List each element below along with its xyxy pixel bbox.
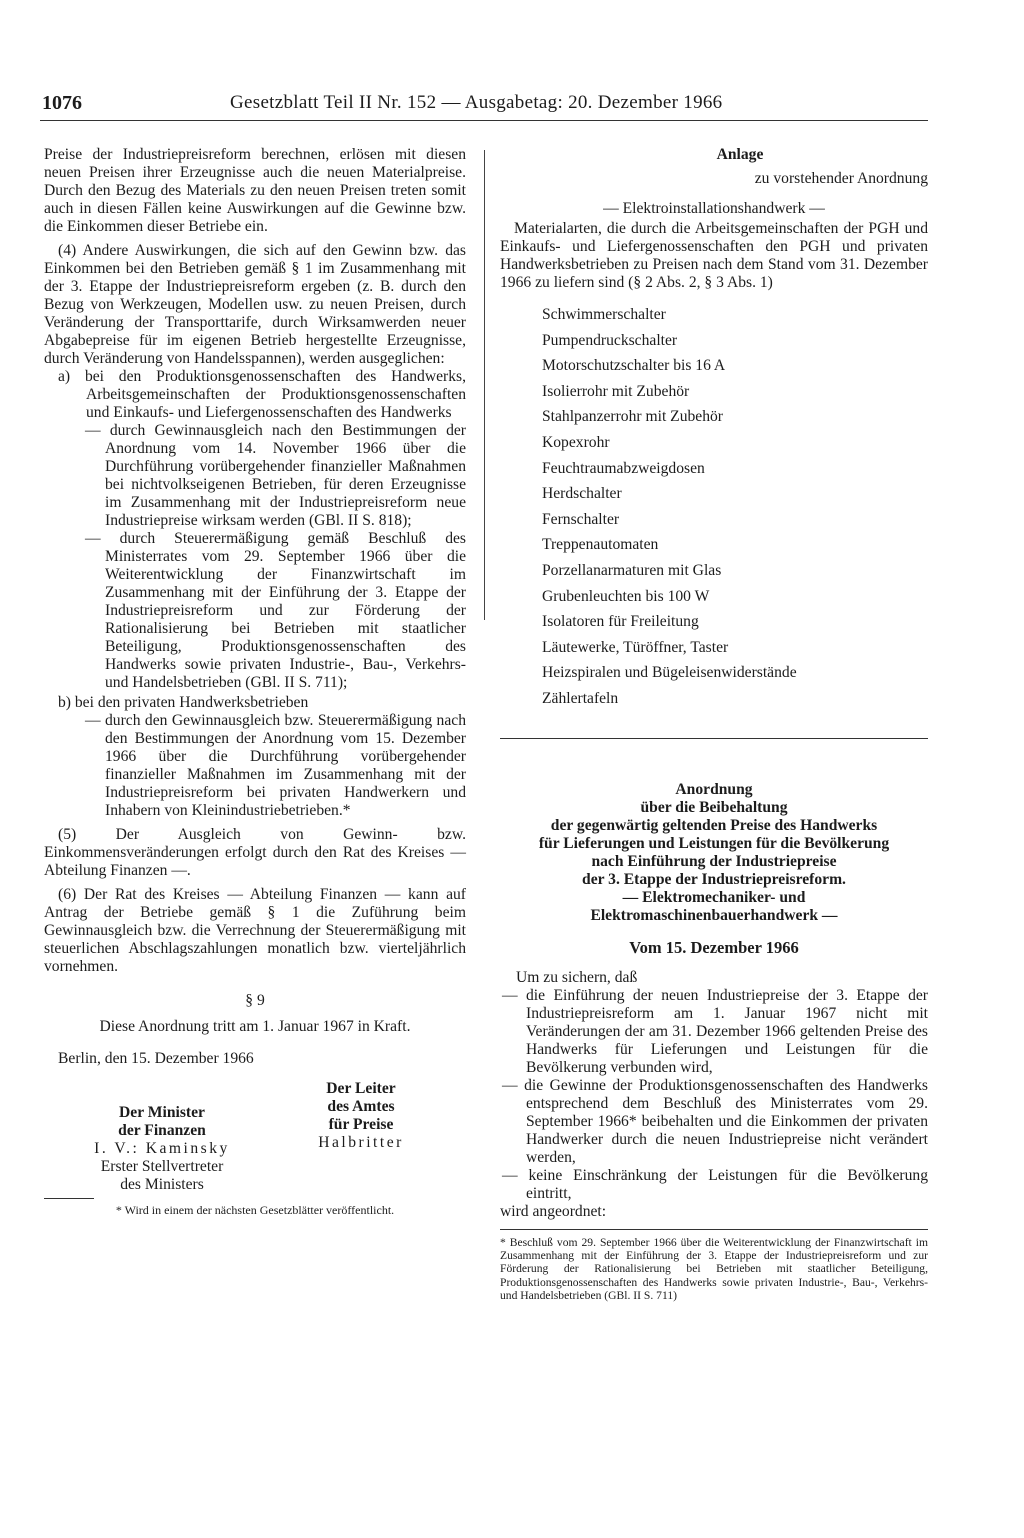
material-item: Isolatoren für Freileitung [542, 613, 699, 631]
sig-left-name: I. V.: Kaminsky [94, 1140, 230, 1157]
material-item: Motorschutzschalter bis 16 A [542, 357, 726, 375]
paragraph-6: (6) Der Rat des Kreises — Abteilung Finanzen — kann auf Antrag der Betriebe gemäß § 1 die Zuführung beim Gewinnausgleich bzw. die Verrechnung der Steuerermäßigung mit steuerlichen Abschlagszahlungen monatlich bzw. vierteljährlich vornehmen. [44, 886, 466, 975]
right-footnote: * Beschluß vom 29. September 1966 über die Weiterentwicklung der Finanzwirtschaft im Zusammenhang mit der Einführung der 3. Etappe der Industriepreisreform und zur Förderung der Rationalisierung bei Betrieben mit staatlicher Beteiligung, Produktionsgenossenschaften des Handwerks sowie privaten Industrie-, Bau-, Verkehrs- und Handelsbetrieben (GBl. II S. 711) [500, 1229, 928, 1303]
item-a-dash-2: — durch Steuerermäßigung gemäß Beschluß des Ministerrates vom 29. September 1966 über die Weiterentwicklung der Finanzwirtschaft im Zusammenhang mit der Einführung der 3. Etappe der Industriepreisreform und zur Förderung der Rationalisierung bei Betrieben mit staatlicher Beteiligung, Produktionsgenossenschaften des Handwerks sowie privaten Industrie-, Bau-, Verkehrs- und Handelsbetrieben (GBl. II S. 711); [85, 530, 466, 691]
sig-left-role-2: des Ministers [120, 1176, 204, 1193]
anordnung-title-line: nach Einführung der Industriepreise [591, 852, 837, 870]
section-9-text: Diese Anordnung tritt am 1. Januar 1967 in Kraft. [99, 1018, 411, 1035]
anordnung-title-line: für Lieferungen und Leistungen für die Bevölkerung [538, 834, 890, 852]
material-item: Grubenleuchten bis 100 W [542, 587, 710, 605]
anlage-subtitle: zu vorstehender Anordnung [754, 170, 928, 187]
anordnung-title-line: Anordnung [675, 780, 753, 798]
left-column [44, 146, 466, 1217]
signature-block [44, 1080, 466, 1193]
materials-list [542, 302, 928, 712]
paragraph-4: (4) Andere Auswirkungen, die sich auf den Gewinn bzw. das Einkommen bei den Betrieben gemäß § 1 im Zusammenhang mit der 3. Etappe der Industriepreisreform ergeben (z. B. durch den Bezug von Werkzeugen, Modellen usw. zu neuen Preisen, durch Veränderung der Transporttarife, durch Wirksamwerden neuer Abgabepreise für im eigenen Betrieb hergestellte Erzeugnisse, durch Veränderung von Handelsspannen), werden ausgeglichen: [44, 242, 466, 367]
signature-minister [62, 1104, 262, 1194]
condition-1: — die Einführung der neuen Industriepreise der 3. Etappe der Industriepreisreform am 1. Januar 1967 nicht mit Veränderungen der am 31. Dezember 1966 geltenden Preise des Handwerks für Lieferungen und Leistungen für die Bevölkerung verbunden wird, [502, 986, 928, 1076]
footnote-rule [44, 1198, 94, 1199]
right-column [500, 146, 928, 1303]
wird-angeordnet: wird angeordnet: [500, 1202, 607, 1220]
anordnung-date: Vom 15. Dezember 1966 [629, 937, 799, 957]
material-item: Läutewerke, Türöffner, Taster [542, 638, 729, 656]
anordnung-title-line: — Elektromechaniker- und [622, 888, 806, 906]
item-b: b) bei den privaten Handwerksbetrieben [58, 694, 309, 711]
material-item: Pumpendruckschalter [542, 331, 678, 349]
condition-2: — die Gewinne der Produktionsgenossenschaften des Handwerks entsprechend dem Beschluß des Ministerrates vom 29. September 1966* beibehalten und die Einkommen der privaten Handwerker durch die neuen Industriepreise nicht verändert werden, [502, 1076, 928, 1166]
item-a: a) bei den Produktionsgenossenschaften des Handwerks, Arbeitsgemeinschaften der Produktionsgenossenschaften und Einkaufs- und Liefergenossenschaften des Handwerks [58, 368, 466, 421]
item-a-dash-1: — durch Gewinnausgleich nach den Bestimmungen der Anordnung vom 14. November 1966 über die Durchführung vorübergehender finanzieller Maßnahmen bei nichtvolkseigenen Betrieben, für deren Erzeugnisse im Zusammenhang mit der Industriepreisreform neue Industriepreise wirksam werden (GBl. II S. 818); [85, 422, 466, 529]
anlage-title: Anlage [716, 146, 764, 163]
material-item: Porzellanarmaturen mit Glas [542, 561, 722, 579]
page-number: 1076 [42, 92, 82, 114]
material-item: Fernschalter [542, 510, 620, 528]
place-date: Berlin, den 15. Dezember 1966 [58, 1050, 254, 1067]
anordnung-title-line: der gegenwärtig geltenden Preise des Handwerks [550, 816, 878, 834]
column-divider [484, 150, 485, 620]
material-item: Feuchtraumabzweigdosen [542, 459, 705, 477]
sig-right-title-2: des Amtes [327, 1098, 395, 1115]
item-b-dash-1: — durch den Gewinnausgleich bzw. Steuerermäßigung nach den Bestimmungen der Anordnung vom 15. Dezember 1966 über die Durchführung vorübergehender finanzieller Maßnahmen im Zusammenhang mit der Industriepreisreform bei privaten Handwerkern und Inhabern von Kleinindustriebetrieben.* [85, 712, 466, 819]
material-item: Kopexrohr [542, 433, 610, 451]
sig-right-title-3: für Preise [328, 1116, 394, 1133]
trade-heading: — Elektroinstallationshandwerk — [603, 200, 825, 217]
sig-left-title-2: der Finanzen [118, 1122, 206, 1139]
anordnung-title [500, 781, 928, 925]
sig-left-role-1: Erster Stellvertreter [100, 1158, 224, 1175]
material-item: Stahlpanzerrohr mit Zubehör [542, 408, 724, 426]
material-item: Isolierrohr mit Zubehör [542, 382, 690, 400]
signature-amt-preise [276, 1080, 446, 1152]
page-header [40, 88, 928, 121]
header-title: Gesetzblatt Teil II Nr. 152 — Ausgabetag: 20. Dezember 1966 [230, 92, 723, 113]
anordnung-title-line: Elektromaschinenbauerhandwerk — [590, 906, 838, 924]
left-footnote: * Wird in einem der nächsten Gesetzblätter veröffentlicht. [115, 1203, 395, 1217]
material-item: Herdschalter [542, 485, 622, 503]
sig-right-name: Halbritter [318, 1134, 404, 1151]
paragraph-5: (5) Der Ausgleich von Gewinn- bzw. Einkommensveränderungen erfolgt durch den Rat des Kreises — Abteilung Finanzen —. [44, 826, 466, 879]
anlage-intro: Materialarten, die durch die Arbeitsgemeinschaften der PGH und Einkaufs- und Liefergenossenschaften den PGH und privaten Handwerksbetrieben zu Preisen nach dem Stand vom 31. Dezember 1966 zu liefern sind (§ 2 Abs. 2, § 3 Abs. 1) [500, 220, 928, 291]
paragraph-continued: Preise der Industriepreisreform berechnen, erlösen mit diesen neuen Preisen ihrer Erzeugnisse auch die neuen Materialpreise. Durch den Bezug des Materials zu den neuen Preisen treten somit auch in diesen Fällen keine Auswirkungen auf die Gewinne bzw. die Einkommen dieser Betriebe ein. [44, 146, 466, 235]
sig-left-title-1: Der Minister [119, 1104, 205, 1121]
material-item: Heizspiralen und Bügeleisenwiderstände [542, 664, 797, 682]
condition-3: — keine Einschränkung der Leistungen für die Bevölkerung eintritt, [502, 1166, 928, 1202]
material-item: Treppenautomaten [542, 536, 659, 554]
section-9-heading: § 9 [245, 992, 265, 1009]
anordnung-title-line: über die Beibehaltung [640, 798, 788, 816]
section-rule [500, 738, 928, 739]
material-item: Schwimmerschalter [542, 306, 666, 323]
anordnung-title-line: der 3. Etappe der Industriepreisreform. [582, 870, 846, 888]
um-zu-sichern: Um zu sichern, daß [516, 968, 638, 986]
material-item: Zählertafeln [542, 689, 619, 707]
sig-right-title-1: Der Leiter [326, 1080, 396, 1097]
